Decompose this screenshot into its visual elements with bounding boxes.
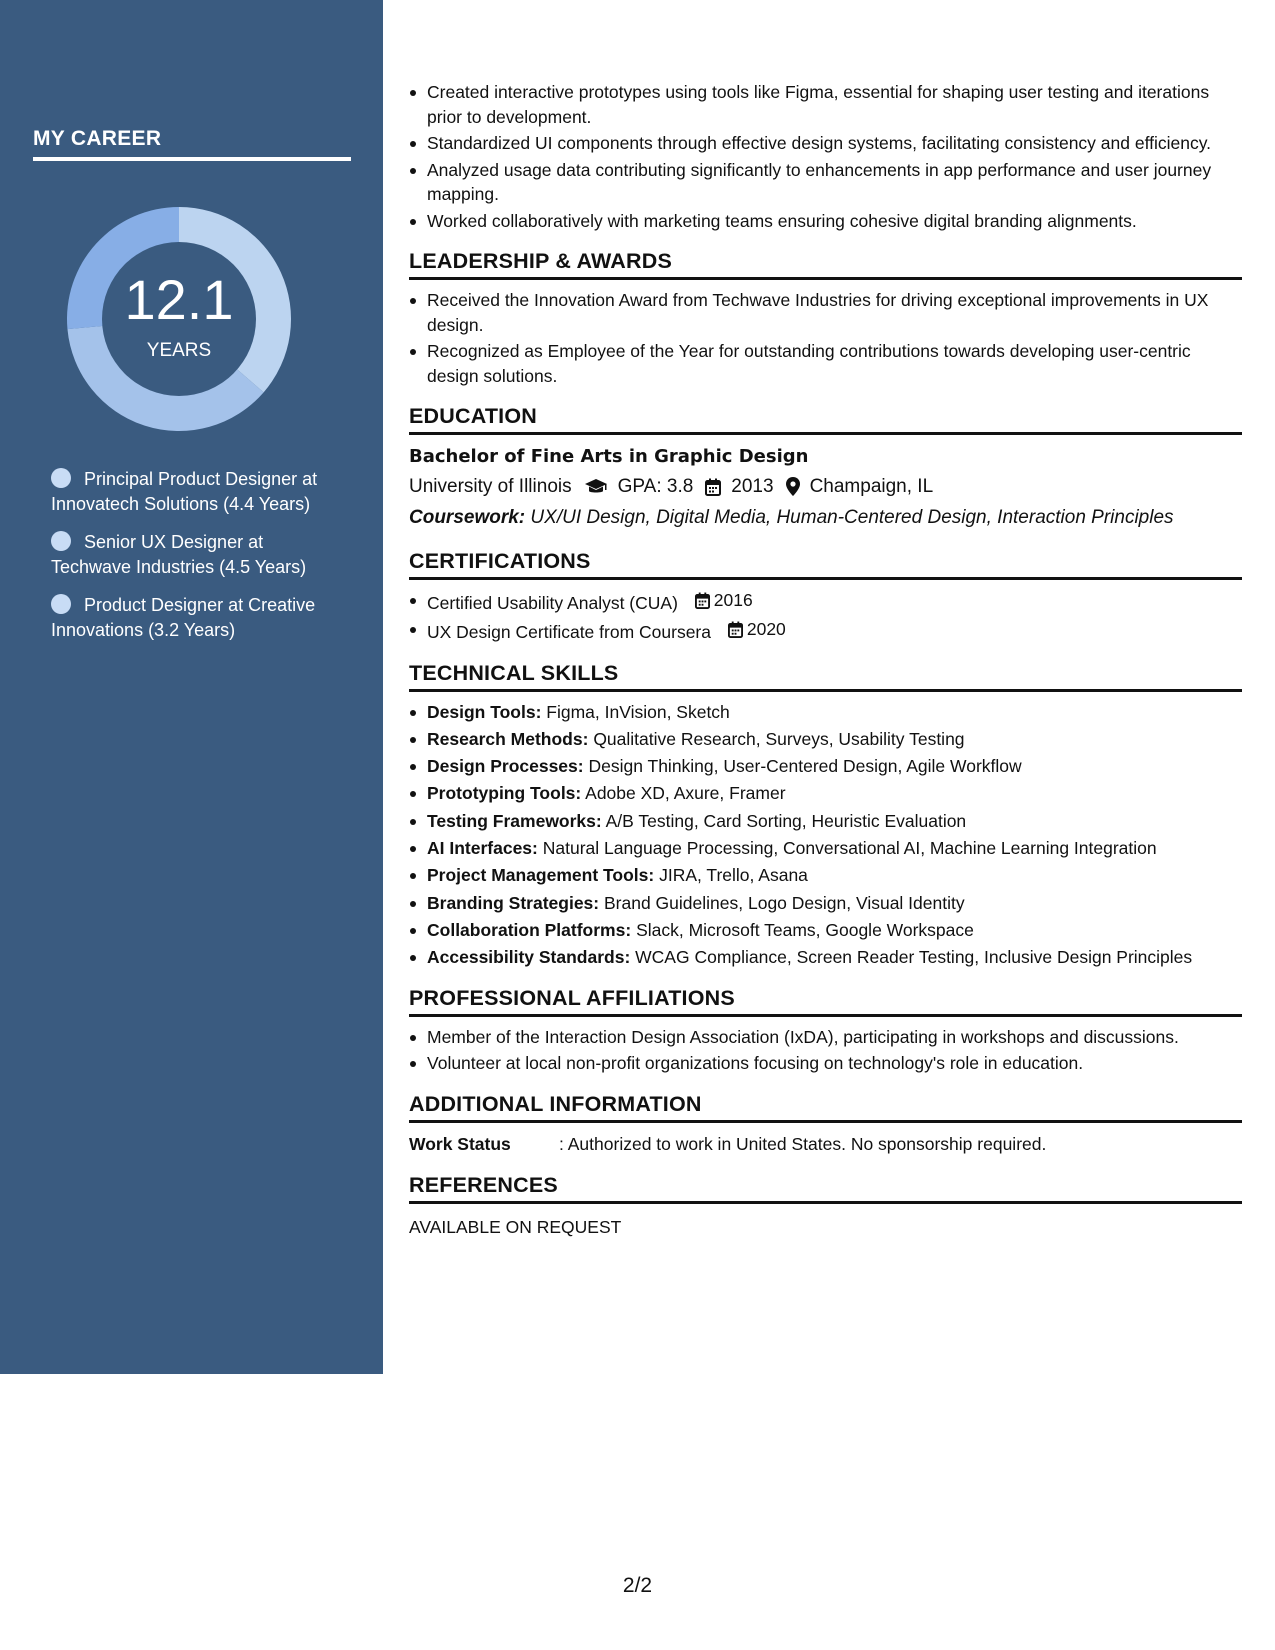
map-pin-icon	[786, 477, 800, 496]
graduation-cap-icon	[584, 478, 608, 496]
certification-name: UX Design Certificate from Coursera	[427, 622, 711, 642]
page-number: 2/2	[622, 1574, 653, 1597]
work-status-value: : Authorized to work in United States. No sponsorship required.	[559, 1133, 1047, 1154]
skill-value: Natural Language Processing, Conversational AI, Machine Learning Integration	[542, 837, 1157, 858]
certification-year: 2020	[746, 619, 786, 640]
skill-item	[409, 754, 1242, 779]
skill-label: Prototyping Tools:	[427, 783, 582, 804]
certifications-list	[409, 588, 1242, 645]
bullet-dot-icon	[51, 531, 71, 551]
skill-item	[409, 836, 1242, 861]
education-location: Champaign, IL	[809, 476, 934, 497]
skill-item	[409, 809, 1242, 834]
additional-section-title: ADDITIONAL INFORMATION	[409, 1092, 1242, 1123]
affiliation-item: Volunteer at local non-profit organizations focusing on technology's role in education.	[409, 1051, 1242, 1076]
career-role-text: Principal Product Designer at Innovatech Solutions (4.4 Years)	[51, 469, 318, 514]
affiliations-list	[409, 1025, 1242, 1076]
coursework-value: UX/UI Design, Digital Media, Human-Centered Design, Interaction Principles	[530, 507, 1174, 528]
skill-value: Design Thinking, User-Centered Design, Agile Workflow	[588, 756, 1022, 777]
skill-label: Design Tools:	[427, 701, 542, 722]
bullet-dot-icon	[51, 468, 71, 488]
work-status-label: Work Status	[409, 1133, 511, 1154]
skill-value: WCAG Compliance, Screen Reader Testing, Inclusive Design Principles	[635, 947, 1193, 968]
skill-item	[409, 700, 1242, 725]
education-gpa: GPA: 3.8	[617, 476, 694, 497]
experience-bullet: Analyzed usage data contributing significantly to enhancements in app performance and user journey mapping.	[409, 158, 1242, 207]
affiliations-section-title: PROFESSIONAL AFFILIATIONS	[409, 986, 1242, 1017]
skill-item	[409, 863, 1242, 888]
skill-value: Brand Guidelines, Logo Design, Visual Identity	[604, 892, 965, 913]
experience-bullet: Created interactive prototypes using tools like Figma, essential for shaping user testing and iterations prior to development.	[409, 80, 1242, 129]
certification-item	[409, 617, 1242, 644]
education-school: University of Illinois	[409, 476, 572, 497]
skill-value: Adobe XD, Axure, Framer	[585, 783, 786, 804]
skill-item	[409, 891, 1242, 916]
bullet-dot-icon	[51, 594, 71, 614]
skill-value: JIRA, Trello, Asana	[659, 865, 808, 886]
skill-item	[409, 727, 1242, 752]
calendar-icon	[705, 478, 721, 496]
skill-label: AI Interfaces:	[427, 837, 538, 858]
skill-label: Design Processes:	[427, 756, 584, 777]
career-sidebar	[0, 0, 383, 1374]
career-role-list	[51, 467, 341, 656]
skill-value: A/B Testing, Card Sorting, Heuristic Evaluation	[605, 810, 967, 831]
education-degree: Bachelor of Fine Arts in Graphic Design	[409, 446, 809, 467]
leadership-section-title: LEADERSHIP & AWARDS	[409, 249, 1242, 280]
skill-value: Figma, InVision, Sketch	[546, 701, 730, 722]
career-role-item	[51, 593, 341, 642]
skill-item	[409, 918, 1242, 943]
skill-value: Slack, Microsoft Teams, Google Workspace	[636, 919, 974, 940]
skills-section-title: TECHNICAL SKILLS	[409, 661, 1242, 692]
calendar-icon	[728, 621, 743, 638]
coursework-label: Coursework:	[409, 507, 526, 528]
references-text: AVAILABLE ON REQUEST	[409, 1216, 622, 1237]
total-years-label: YEARS	[146, 340, 212, 361]
experience-bullet: Standardized UI components through effective design systems, facilitating consistency and efficiency.	[409, 131, 1242, 156]
skill-label: Project Management Tools:	[427, 865, 655, 886]
references-section-title: REFERENCES	[409, 1173, 1242, 1204]
certification-year: 2016	[713, 590, 753, 610]
skill-label: Research Methods:	[427, 728, 589, 749]
calendar-icon	[695, 592, 710, 609]
career-role-text: Senior UX Designer at Techwave Industries (4.5 Years)	[51, 532, 307, 577]
leadership-item: Received the Innovation Award from Techwave Industries for driving exceptional improvements in UX design.	[409, 288, 1242, 337]
education-details	[409, 471, 1242, 502]
education-year: 2013	[731, 476, 774, 497]
total-years-value: 12.1	[124, 268, 234, 331]
leadership-item: Recognized as Employee of the Year for outstanding contributions towards developing user-centric design solutions.	[409, 339, 1242, 388]
skill-item	[409, 781, 1242, 806]
skill-label: Branding Strategies:	[427, 892, 600, 913]
education-section-title: EDUCATION	[409, 404, 1242, 435]
skill-value: Qualitative Research, Surveys, Usability Testing	[593, 728, 965, 749]
skill-item	[409, 945, 1242, 970]
experience-bullet: Worked collaboratively with marketing teams ensuring cohesive digital branding alignments.	[409, 209, 1242, 234]
skill-label: Accessibility Standards:	[427, 947, 631, 968]
career-role-text: Product Designer at Creative Innovations (3.2 Years)	[51, 595, 316, 640]
career-title: MY CAREER	[33, 127, 351, 161]
education-coursework	[409, 502, 1242, 533]
leadership-list	[409, 288, 1242, 388]
certifications-section-title: CERTIFICATIONS	[409, 549, 1242, 580]
work-status-row	[409, 1131, 1242, 1157]
skills-list	[409, 700, 1242, 970]
resume-main-column	[409, 80, 1242, 1240]
experience-bullets	[409, 80, 1242, 233]
skill-label: Collaboration Platforms:	[427, 919, 632, 940]
career-role-item	[51, 467, 341, 516]
affiliation-item: Member of the Interaction Design Association (IxDA), participating in workshops and discussions.	[409, 1025, 1242, 1050]
skill-label: Testing Frameworks:	[427, 810, 602, 831]
career-role-item	[51, 530, 341, 579]
certification-item	[409, 588, 1242, 615]
certification-name: Certified Usability Analyst (CUA)	[427, 592, 678, 613]
